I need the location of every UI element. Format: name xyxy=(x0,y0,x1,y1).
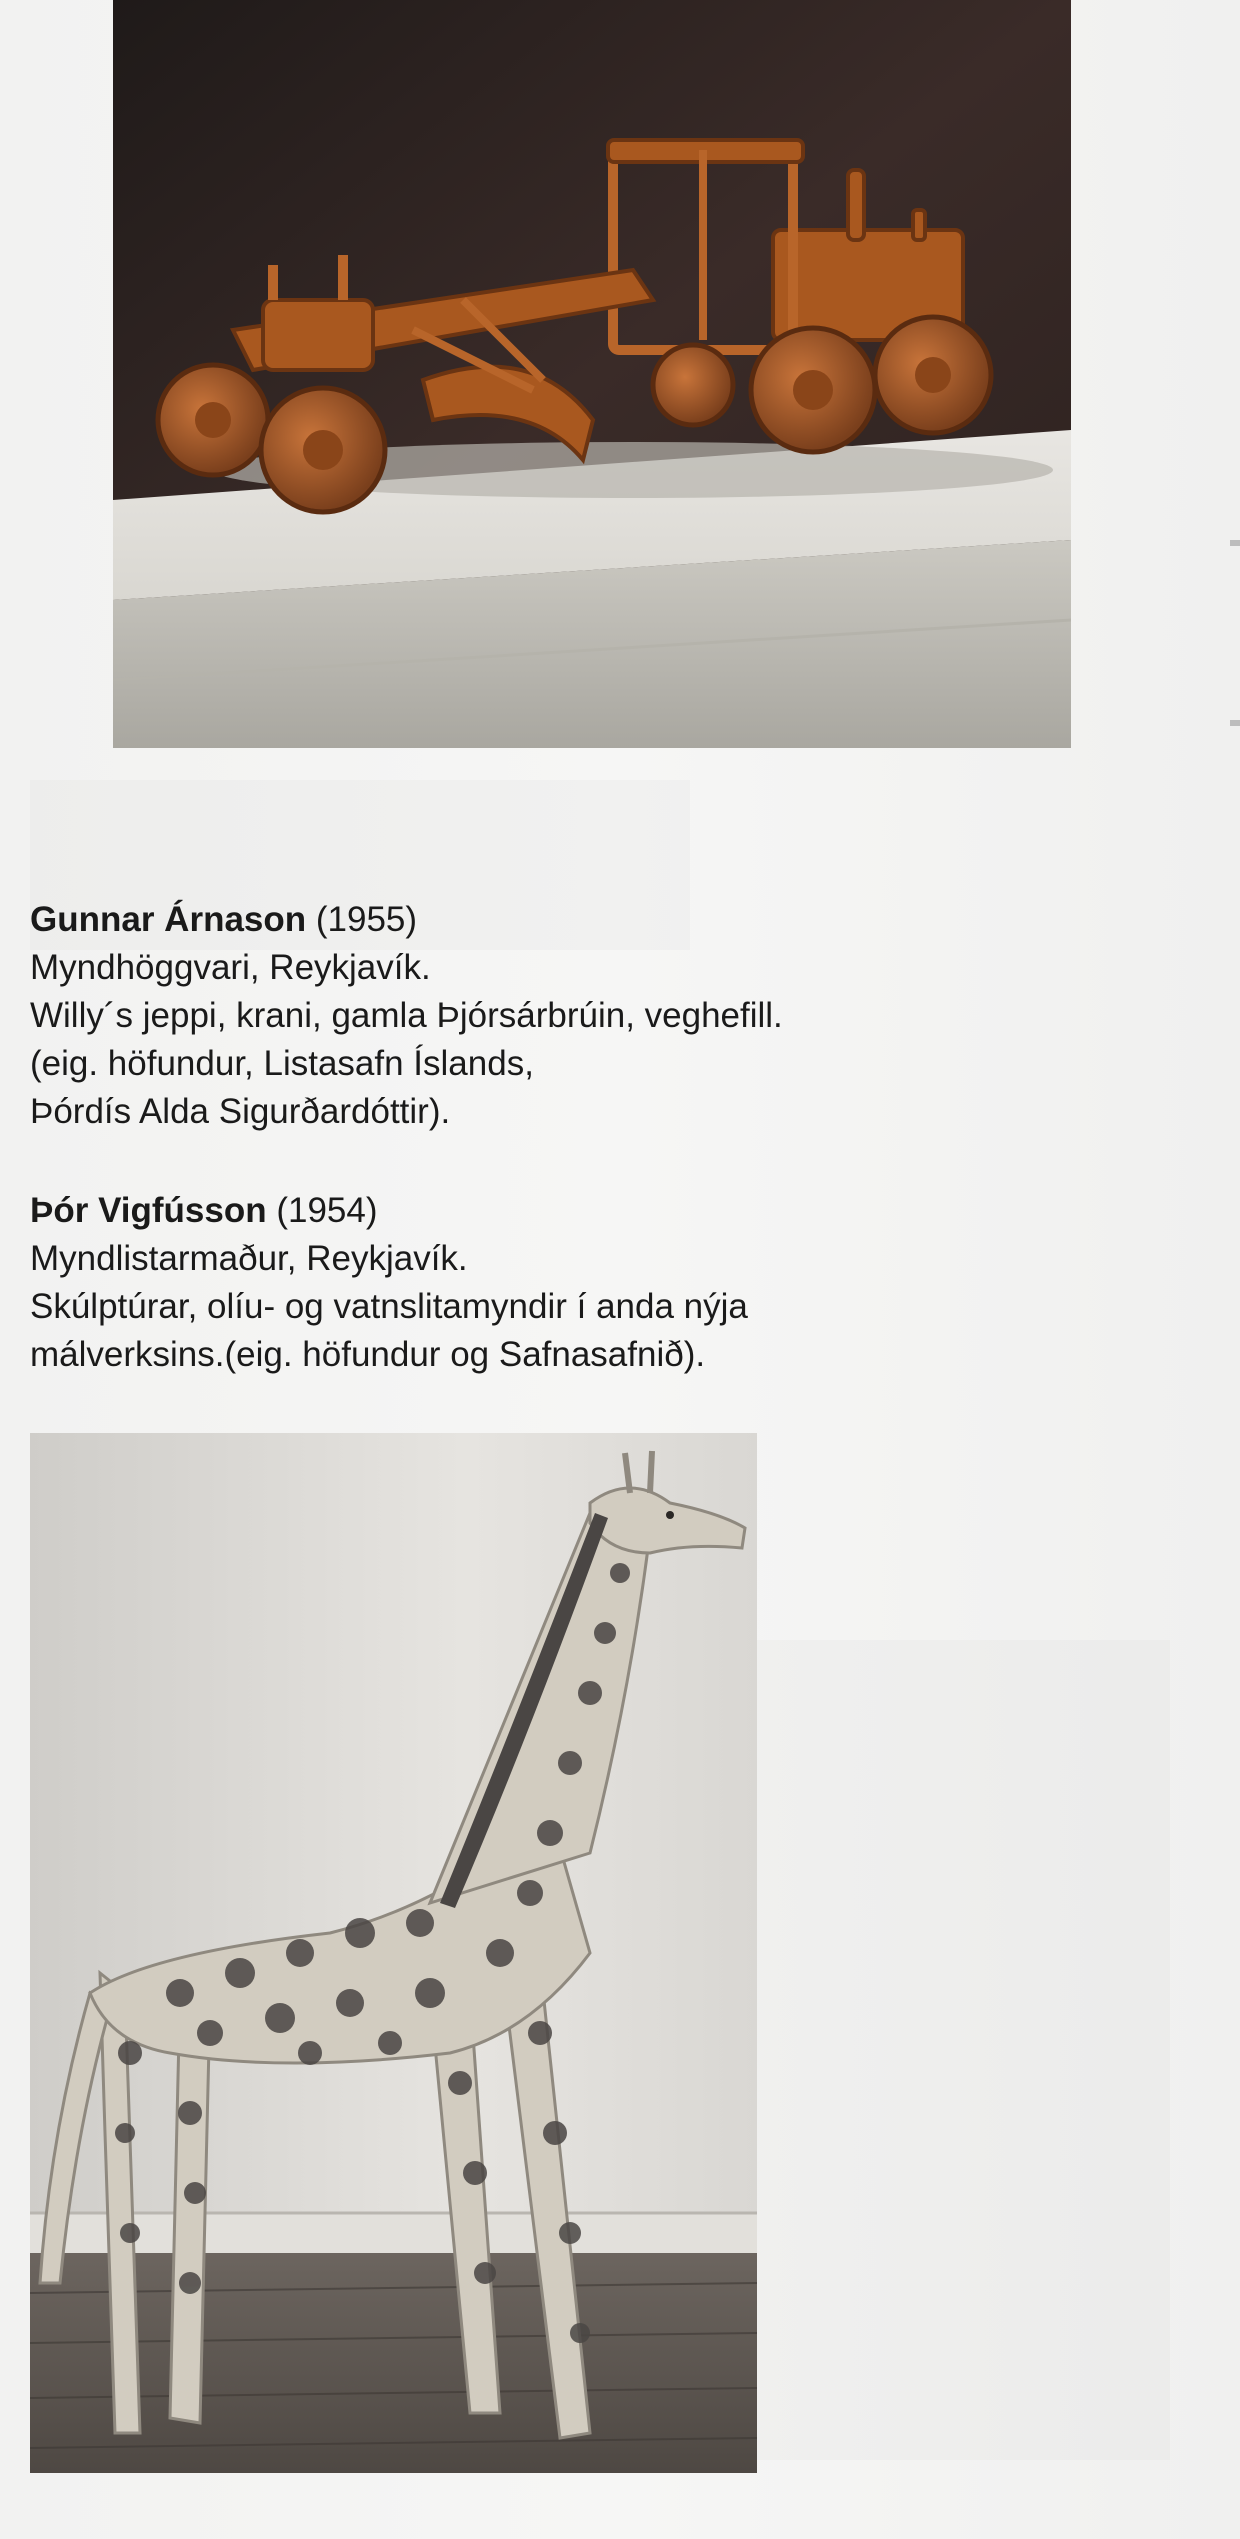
artist-description-line: Myndhöggvari, Reykjavík. xyxy=(30,948,431,987)
artist-description-line: Myndlistarmaður, Reykjavík. xyxy=(30,1239,468,1278)
photo-road-grader-sculpture xyxy=(113,0,1071,748)
road-grader-illustration xyxy=(113,0,1071,748)
artist-heading xyxy=(30,1187,1130,1235)
artist-year: (1954) xyxy=(276,1191,378,1230)
giraffe-illustration xyxy=(30,1433,757,2473)
artist-entry-thor-vigfusson xyxy=(30,1187,1130,1379)
artist-year: (1955) xyxy=(315,900,418,939)
artist-description-line: Willy´s jeppi, krani, gamla Þjórsárbrúin, veghefill. xyxy=(30,996,783,1035)
binding-staple xyxy=(1230,720,1240,726)
artist-description-line: Skúlptúrar, olíu- og vatnslitamyndir í anda nýja xyxy=(30,1287,748,1326)
artist-entry-gunnar-arnason xyxy=(30,896,1130,1136)
binding-staple xyxy=(1230,540,1240,546)
artist-name: Gunnar Árnason xyxy=(30,900,307,939)
artist-heading xyxy=(30,896,1130,944)
artist-description-line: málverksins.(eig. höfundur og Safnasafnið). xyxy=(30,1335,706,1374)
artist-name: Þór Vigfússon xyxy=(30,1191,267,1230)
bleed-through-image xyxy=(750,1640,1170,2460)
photo-giraffe-sculpture xyxy=(30,1433,757,2473)
artist-description-line: Þórdís Alda Sigurðardóttir). xyxy=(30,1092,451,1131)
artist-description-line: (eig. höfundur, Listasafn Íslands, xyxy=(30,1044,534,1083)
